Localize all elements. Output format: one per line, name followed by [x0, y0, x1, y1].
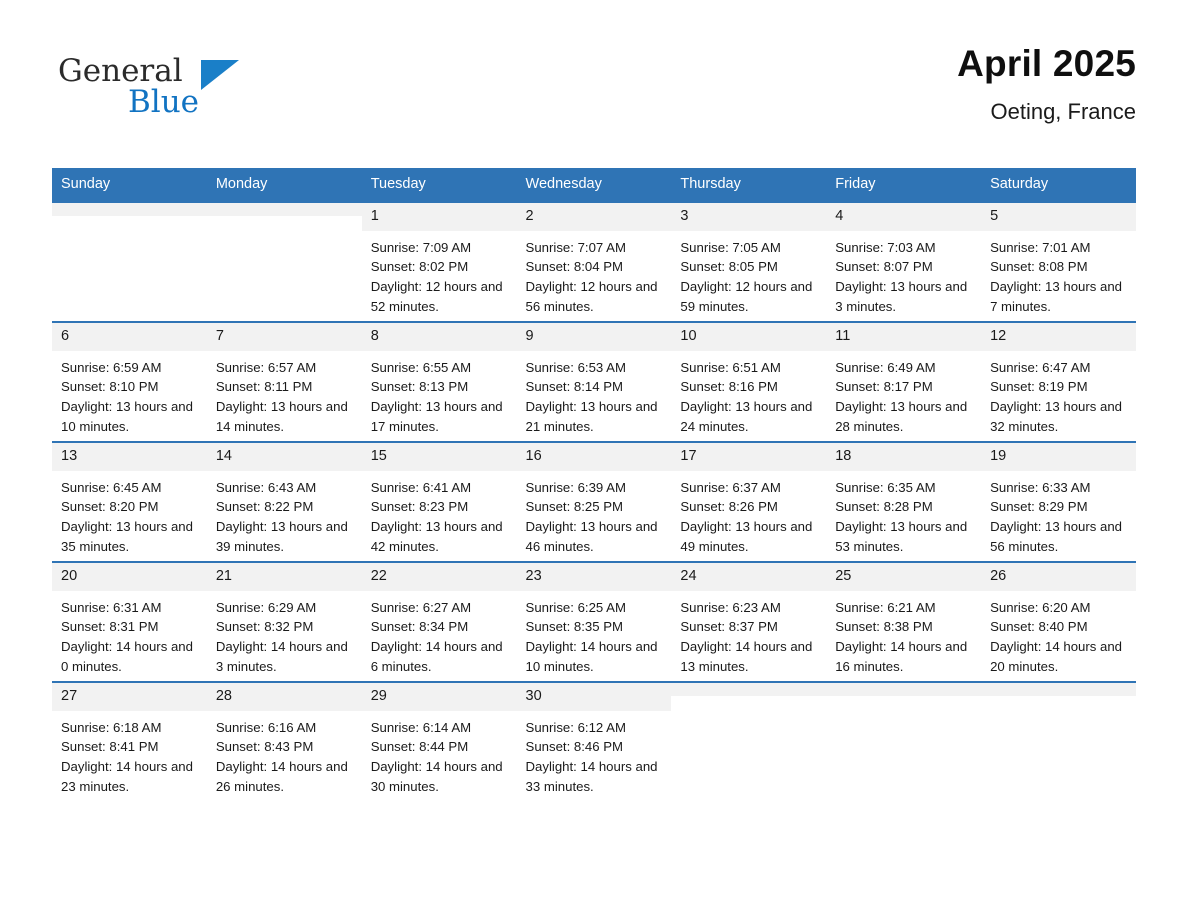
day-number: 5	[981, 203, 1136, 231]
sunset-text: Sunset: 8:14 PM	[525, 379, 624, 395]
calendar-cell[interactable]	[826, 682, 981, 801]
day-details	[826, 591, 981, 677]
daylight-text: Daylight: 13 hours and 14 minutes.	[215, 399, 348, 434]
calendar-cell[interactable]	[517, 442, 672, 562]
calendar-cell[interactable]	[52, 202, 207, 322]
page-title: April 2025	[957, 43, 1136, 84]
calendar-cell[interactable]	[517, 322, 672, 442]
day-number: 1	[362, 203, 517, 231]
day-details	[517, 351, 672, 437]
daylight-text: Daylight: 14 hours and 33 minutes.	[525, 759, 658, 794]
sunset-text: Sunset: 8:04 PM	[525, 259, 624, 275]
calendar-cell[interactable]	[671, 202, 826, 322]
day-details	[826, 231, 981, 317]
logo[interactable]	[52, 44, 252, 118]
sunset-text: Sunset: 8:07 PM	[835, 259, 933, 275]
calendar-cell[interactable]	[517, 562, 672, 682]
calendar-cell[interactable]	[362, 562, 517, 682]
day-details	[981, 696, 1136, 703]
calendar-cell[interactable]	[207, 442, 362, 562]
sunrise-text: Sunrise: 6:41 AM	[370, 479, 472, 495]
sunrise-text: Sunrise: 6:33 AM	[990, 479, 1091, 495]
weekday-header-wednesday: Wednesday	[517, 168, 672, 202]
day-details	[362, 591, 517, 677]
sunset-text: Sunset: 8:17 PM	[835, 379, 933, 395]
daylight-text: Daylight: 14 hours and 26 minutes.	[215, 759, 348, 794]
page-header	[52, 0, 1136, 140]
sunrise-text: Sunrise: 6:27 AM	[370, 599, 472, 615]
day-number	[981, 683, 1136, 696]
day-number: 3	[671, 203, 826, 231]
calendar-week-row	[52, 562, 1136, 682]
day-number: 18	[826, 443, 981, 471]
sunset-text: Sunset: 8:02 PM	[370, 259, 469, 275]
sunrise-text: Sunrise: 6:14 AM	[370, 719, 472, 735]
location-subtitle: Oeting, France	[990, 98, 1136, 124]
daylight-text: Daylight: 14 hours and 16 minutes.	[835, 639, 968, 674]
sunrise-text: Sunrise: 7:07 AM	[525, 239, 626, 255]
daylight-text: Daylight: 13 hours and 56 minutes.	[990, 519, 1123, 554]
day-details	[52, 471, 207, 557]
daylight-text: Daylight: 14 hours and 10 minutes.	[525, 639, 658, 674]
calendar-cell[interactable]	[207, 202, 362, 322]
day-number: 15	[362, 443, 517, 471]
sunset-text: Sunset: 8:40 PM	[990, 619, 1088, 635]
day-number: 27	[52, 683, 207, 711]
day-number: 8	[362, 323, 517, 351]
day-details	[671, 351, 826, 437]
day-details	[826, 471, 981, 557]
day-number: 7	[207, 323, 362, 351]
daylight-text: Daylight: 13 hours and 10 minutes.	[61, 399, 193, 434]
sunrise-text: Sunrise: 6:23 AM	[680, 599, 781, 615]
daylight-text: Daylight: 14 hours and 6 minutes.	[370, 639, 503, 674]
sunrise-text: Sunrise: 7:01 AM	[990, 239, 1091, 255]
day-details	[981, 351, 1136, 437]
weekday-header-thursday: Thursday	[671, 168, 826, 202]
daylight-text: Daylight: 13 hours and 21 minutes.	[525, 399, 658, 434]
calendar-week-row	[52, 322, 1136, 442]
calendar-week-row	[52, 202, 1136, 322]
calendar-cell[interactable]	[981, 682, 1136, 801]
sunrise-text: Sunrise: 6:39 AM	[525, 479, 626, 495]
day-number: 22	[362, 563, 517, 591]
calendar-cell[interactable]	[671, 322, 826, 442]
calendar-cell[interactable]	[517, 202, 672, 322]
sunset-text: Sunset: 8:35 PM	[525, 619, 624, 635]
sunset-text: Sunset: 8:28 PM	[835, 499, 933, 515]
sunrise-text: Sunrise: 6:59 AM	[61, 359, 162, 375]
day-details	[517, 231, 672, 317]
day-details	[362, 711, 517, 797]
calendar-cell[interactable]	[826, 322, 981, 442]
day-details	[671, 696, 826, 703]
daylight-text: Daylight: 12 hours and 52 minutes.	[370, 279, 503, 314]
sunrise-text: Sunrise: 7:05 AM	[680, 239, 781, 255]
weekday-header-friday: Friday	[826, 168, 981, 202]
sunrise-text: Sunrise: 6:53 AM	[525, 359, 626, 375]
calendar-week-row	[52, 442, 1136, 562]
calendar-cell[interactable]	[826, 202, 981, 322]
sunrise-text: Sunrise: 6:37 AM	[680, 479, 781, 495]
sunrise-text: Sunrise: 6:51 AM	[680, 359, 781, 375]
sunrise-text: Sunrise: 6:25 AM	[525, 599, 626, 615]
triangle-logo-icon	[201, 60, 239, 90]
day-number: 26	[981, 563, 1136, 591]
day-details	[52, 711, 207, 797]
daylight-text: Daylight: 14 hours and 30 minutes.	[370, 759, 503, 794]
day-number: 9	[517, 323, 672, 351]
calendar-cell[interactable]	[207, 682, 362, 801]
sunset-text: Sunset: 8:31 PM	[61, 619, 159, 635]
calendar-cell[interactable]	[207, 322, 362, 442]
day-details	[671, 591, 826, 677]
calendar-cell[interactable]	[517, 682, 672, 801]
day-details	[362, 231, 517, 317]
sunset-text: Sunset: 8:10 PM	[61, 379, 159, 395]
day-number	[826, 683, 981, 696]
sunset-text: Sunset: 8:29 PM	[990, 499, 1088, 515]
sunset-text: Sunset: 8:37 PM	[680, 619, 778, 635]
sunrise-text: Sunrise: 6:29 AM	[215, 599, 317, 615]
day-details	[517, 471, 672, 557]
day-details	[52, 216, 207, 223]
sunset-text: Sunset: 8:05 PM	[680, 259, 778, 275]
weekday-header-tuesday: Tuesday	[362, 168, 517, 202]
daylight-text: Daylight: 13 hours and 17 minutes.	[370, 399, 503, 434]
daylight-text: Daylight: 13 hours and 46 minutes.	[525, 519, 658, 554]
sunrise-text: Sunrise: 6:57 AM	[215, 359, 317, 375]
sunset-text: Sunset: 8:34 PM	[370, 619, 469, 635]
sunrise-text: Sunrise: 6:20 AM	[990, 599, 1091, 615]
day-details	[826, 696, 981, 703]
sunset-text: Sunset: 8:11 PM	[215, 379, 313, 395]
sunrise-text: Sunrise: 6:31 AM	[61, 599, 162, 615]
day-details	[207, 591, 362, 677]
day-number	[671, 683, 826, 696]
calendar-cell[interactable]	[207, 562, 362, 682]
sunrise-text: Sunrise: 6:47 AM	[990, 359, 1091, 375]
sunset-text: Sunset: 8:38 PM	[835, 619, 933, 635]
calendar-table	[52, 168, 1136, 801]
sunset-text: Sunset: 8:13 PM	[370, 379, 469, 395]
daylight-text: Daylight: 13 hours and 42 minutes.	[370, 519, 503, 554]
day-number: 20	[52, 563, 207, 591]
day-number	[207, 203, 362, 216]
calendar-cell[interactable]	[671, 442, 826, 562]
day-details	[52, 351, 207, 437]
daylight-text: Daylight: 13 hours and 32 minutes.	[990, 399, 1123, 434]
day-number: 12	[981, 323, 1136, 351]
daylight-text: Daylight: 13 hours and 7 minutes.	[990, 279, 1123, 314]
sunset-text: Sunset: 8:43 PM	[215, 739, 314, 755]
day-number: 21	[207, 563, 362, 591]
calendar-cell[interactable]	[981, 322, 1136, 442]
day-details	[981, 231, 1136, 317]
day-details	[671, 231, 826, 317]
sunrise-text: Sunrise: 6:55 AM	[370, 359, 472, 375]
calendar-cell[interactable]	[362, 442, 517, 562]
weekday-header-sunday: Sunday	[52, 168, 207, 202]
day-number: 2	[517, 203, 672, 231]
daylight-text: Daylight: 14 hours and 3 minutes.	[215, 639, 348, 674]
daylight-text: Daylight: 12 hours and 59 minutes.	[680, 279, 813, 314]
day-number: 19	[981, 443, 1136, 471]
weekday-header-saturday: Saturday	[981, 168, 1136, 202]
sunrise-text: Sunrise: 6:43 AM	[215, 479, 317, 495]
daylight-text: Daylight: 14 hours and 0 minutes.	[61, 639, 193, 674]
sunset-text: Sunset: 8:19 PM	[990, 379, 1088, 395]
weekday-header-monday: Monday	[207, 168, 362, 202]
daylight-text: Daylight: 13 hours and 24 minutes.	[680, 399, 813, 434]
calendar-cell[interactable]	[362, 682, 517, 801]
sunset-text: Sunset: 8:20 PM	[61, 499, 159, 515]
sunrise-text: Sunrise: 6:21 AM	[835, 599, 936, 615]
day-number: 23	[517, 563, 672, 591]
calendar-cell[interactable]	[362, 202, 517, 322]
day-number: 4	[826, 203, 981, 231]
calendar-cell[interactable]	[671, 562, 826, 682]
sunset-text: Sunset: 8:44 PM	[370, 739, 469, 755]
sunrise-text: Sunrise: 6:12 AM	[525, 719, 626, 735]
title-block	[957, 44, 1136, 125]
day-details	[52, 591, 207, 677]
calendar-cell[interactable]	[826, 562, 981, 682]
calendar-week-row	[52, 682, 1136, 801]
day-number: 24	[671, 563, 826, 591]
calendar-cell[interactable]	[362, 322, 517, 442]
daylight-text: Daylight: 13 hours and 39 minutes.	[215, 519, 348, 554]
sunset-text: Sunset: 8:25 PM	[525, 499, 624, 515]
daylight-text: Daylight: 14 hours and 13 minutes.	[680, 639, 813, 674]
sunset-text: Sunset: 8:46 PM	[525, 739, 624, 755]
day-details	[517, 711, 672, 797]
sunrise-text: Sunrise: 7:09 AM	[370, 239, 472, 255]
logo-text-general: General	[58, 53, 183, 89]
sunset-text: Sunset: 8:26 PM	[680, 499, 778, 515]
daylight-text: Daylight: 13 hours and 49 minutes.	[680, 519, 813, 554]
day-details	[671, 471, 826, 557]
day-number: 25	[826, 563, 981, 591]
day-details	[981, 591, 1136, 677]
day-details	[517, 591, 672, 677]
calendar-cell[interactable]	[981, 442, 1136, 562]
calendar-cell[interactable]	[826, 442, 981, 562]
daylight-text: Daylight: 14 hours and 23 minutes.	[61, 759, 193, 794]
sunset-text: Sunset: 8:22 PM	[215, 499, 314, 515]
sunset-text: Sunset: 8:41 PM	[61, 739, 159, 755]
calendar-cell[interactable]	[981, 562, 1136, 682]
daylight-text: Daylight: 14 hours and 20 minutes.	[990, 639, 1123, 674]
daylight-text: Daylight: 12 hours and 56 minutes.	[525, 279, 658, 314]
sunrise-text: Sunrise: 6:18 AM	[61, 719, 162, 735]
daylight-text: Daylight: 13 hours and 53 minutes.	[835, 519, 968, 554]
calendar-cell[interactable]	[52, 562, 207, 682]
day-number: 29	[362, 683, 517, 711]
day-details	[362, 351, 517, 437]
day-number	[52, 203, 207, 216]
day-number: 16	[517, 443, 672, 471]
day-number: 10	[671, 323, 826, 351]
day-number: 28	[207, 683, 362, 711]
calendar-cell[interactable]	[52, 682, 207, 801]
day-number: 13	[52, 443, 207, 471]
daylight-text: Daylight: 13 hours and 35 minutes.	[61, 519, 193, 554]
calendar-cell[interactable]	[52, 442, 207, 562]
daylight-text: Daylight: 13 hours and 3 minutes.	[835, 279, 968, 314]
day-number: 11	[826, 323, 981, 351]
day-number: 6	[52, 323, 207, 351]
calendar-cell[interactable]	[671, 682, 826, 801]
calendar-cell[interactable]	[52, 322, 207, 442]
sunrise-text: Sunrise: 6:49 AM	[835, 359, 936, 375]
day-number: 17	[671, 443, 826, 471]
sunset-text: Sunset: 8:08 PM	[990, 259, 1088, 275]
sunrise-text: Sunrise: 6:35 AM	[835, 479, 936, 495]
day-details	[362, 471, 517, 557]
sunrise-text: Sunrise: 7:03 AM	[835, 239, 936, 255]
sunrise-text: Sunrise: 6:16 AM	[215, 719, 317, 735]
weekday-header-row	[52, 168, 1136, 202]
calendar-cell[interactable]	[981, 202, 1136, 322]
day-details	[207, 351, 362, 437]
day-number: 30	[517, 683, 672, 711]
sunrise-text: Sunrise: 6:45 AM	[61, 479, 162, 495]
sunset-text: Sunset: 8:32 PM	[215, 619, 314, 635]
daylight-text: Daylight: 13 hours and 28 minutes.	[835, 399, 968, 434]
day-details	[826, 351, 981, 437]
day-number: 14	[207, 443, 362, 471]
day-details	[981, 471, 1136, 557]
logo-text-blue: Blue	[128, 84, 200, 120]
day-details	[207, 471, 362, 557]
day-details	[207, 711, 362, 797]
sunset-text: Sunset: 8:23 PM	[370, 499, 469, 515]
day-details	[207, 216, 362, 223]
sunset-text: Sunset: 8:16 PM	[680, 379, 778, 395]
